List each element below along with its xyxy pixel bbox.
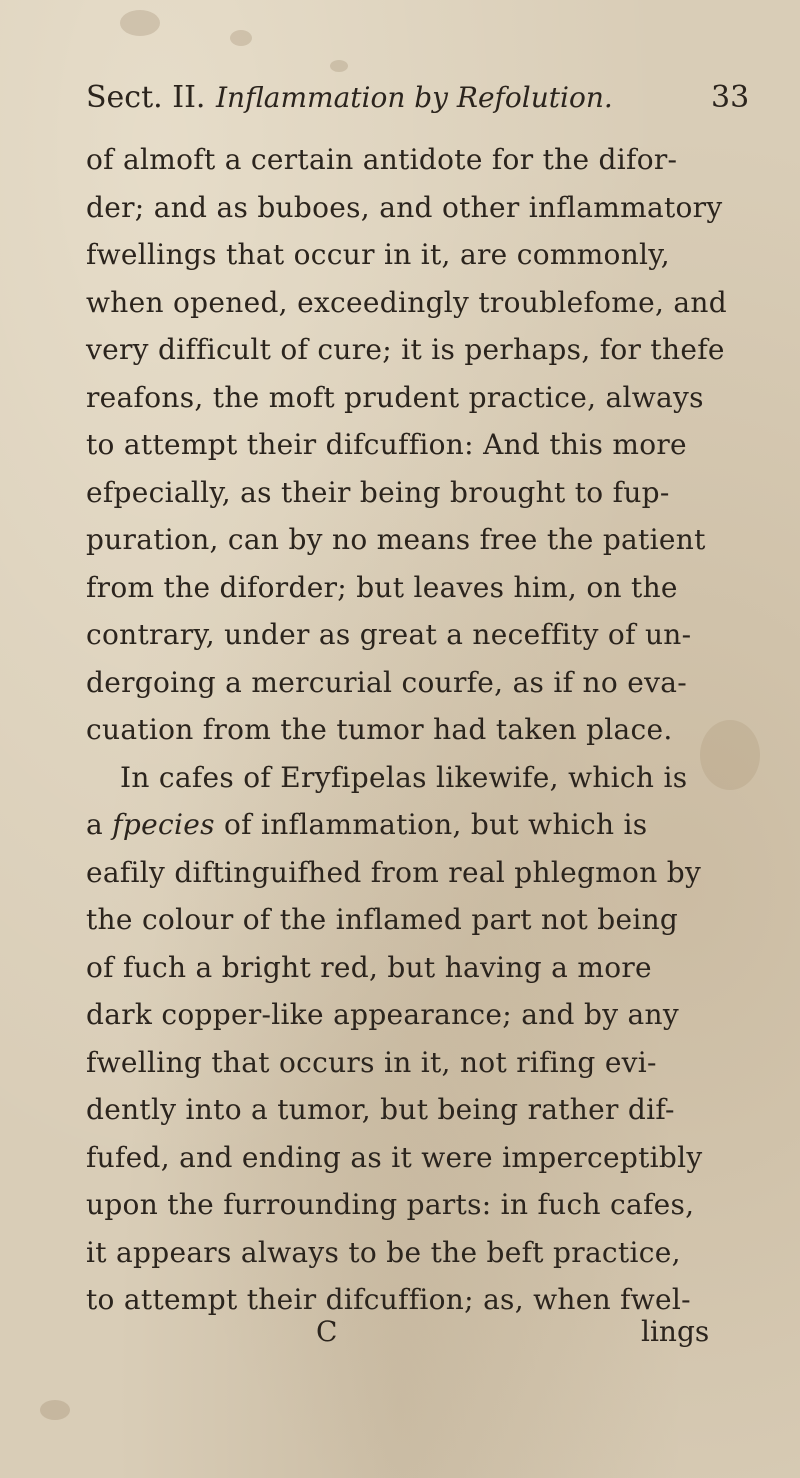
running-head: [86, 78, 750, 118]
text-line: of fuch a bright red, but having a more: [86, 950, 652, 984]
section-label: Sect. II.: [86, 80, 206, 115]
text-line: it appears always to be the beft practice,: [86, 1235, 681, 1269]
text-line: reafons, the moft prudent practice, always: [86, 380, 704, 414]
text-line: upon the furrounding parts: in fuch cafes,: [86, 1188, 695, 1221]
text-line: contrary, under as great a neceffity of un-: [86, 618, 692, 651]
text-line: [86, 801, 746, 849]
text-line: fwellings that occur in it, are commonly,: [86, 238, 670, 271]
page-footer: [86, 1310, 746, 1354]
text-line: the colour of the inflamed part not being: [86, 903, 679, 936]
page-number: 33: [711, 80, 750, 115]
paragraph-start-line: In cafes of Eryfipelas likewife, which is: [120, 760, 688, 794]
text-line: der; and as buboes, and other inflammatory: [86, 190, 723, 224]
foxing-stain: [230, 30, 252, 46]
text-fragment: a: [86, 808, 103, 841]
body-text: [86, 136, 746, 1324]
text-line: dergoing a mercurial courfe, as if no eva-: [86, 665, 687, 699]
text-fragment: of inflammation, but which is: [223, 808, 648, 841]
text-line: puration, can by no means free the patient: [86, 523, 706, 556]
text-line: efpecially, as their being brought to fup-: [86, 475, 670, 509]
text-line: fufed, and ending as it were imperceptibly: [86, 1140, 703, 1174]
text-line: to attempt their difcuffion: And this more: [86, 428, 687, 461]
foxing-stain: [120, 10, 160, 36]
text-line: eafily diftinguifhed from real phlegmon by: [86, 855, 702, 889]
text-line: cuation from the tumor had taken place.: [86, 713, 673, 746]
foxing-stain: [330, 60, 348, 72]
text-line: when opened, exceedingly troublefome, and: [86, 285, 727, 319]
text-line: dently into a tumor, but being rather dif-: [86, 1093, 675, 1126]
catchword: lings: [641, 1315, 710, 1348]
running-title: Inflammation by Refolution.: [216, 81, 613, 114]
foxing-stain: [40, 1400, 70, 1420]
text-line: dark copper-like appearance; and by any: [86, 998, 679, 1031]
italic-term: fpecies: [112, 808, 215, 841]
text-line: to attempt their difcuffion; as, when fwel-: [86, 1283, 691, 1316]
text-line: very difficult of cure; it is perhaps, for thefe: [86, 333, 725, 366]
text-line: of almoft a certain antidote for the difor-: [86, 143, 678, 176]
signature-mark: C: [316, 1315, 338, 1348]
text-line: fwelling that occurs in it, not rifing evi-: [86, 1045, 657, 1079]
text-line: from the diforder; but leaves him, on the: [86, 570, 678, 604]
